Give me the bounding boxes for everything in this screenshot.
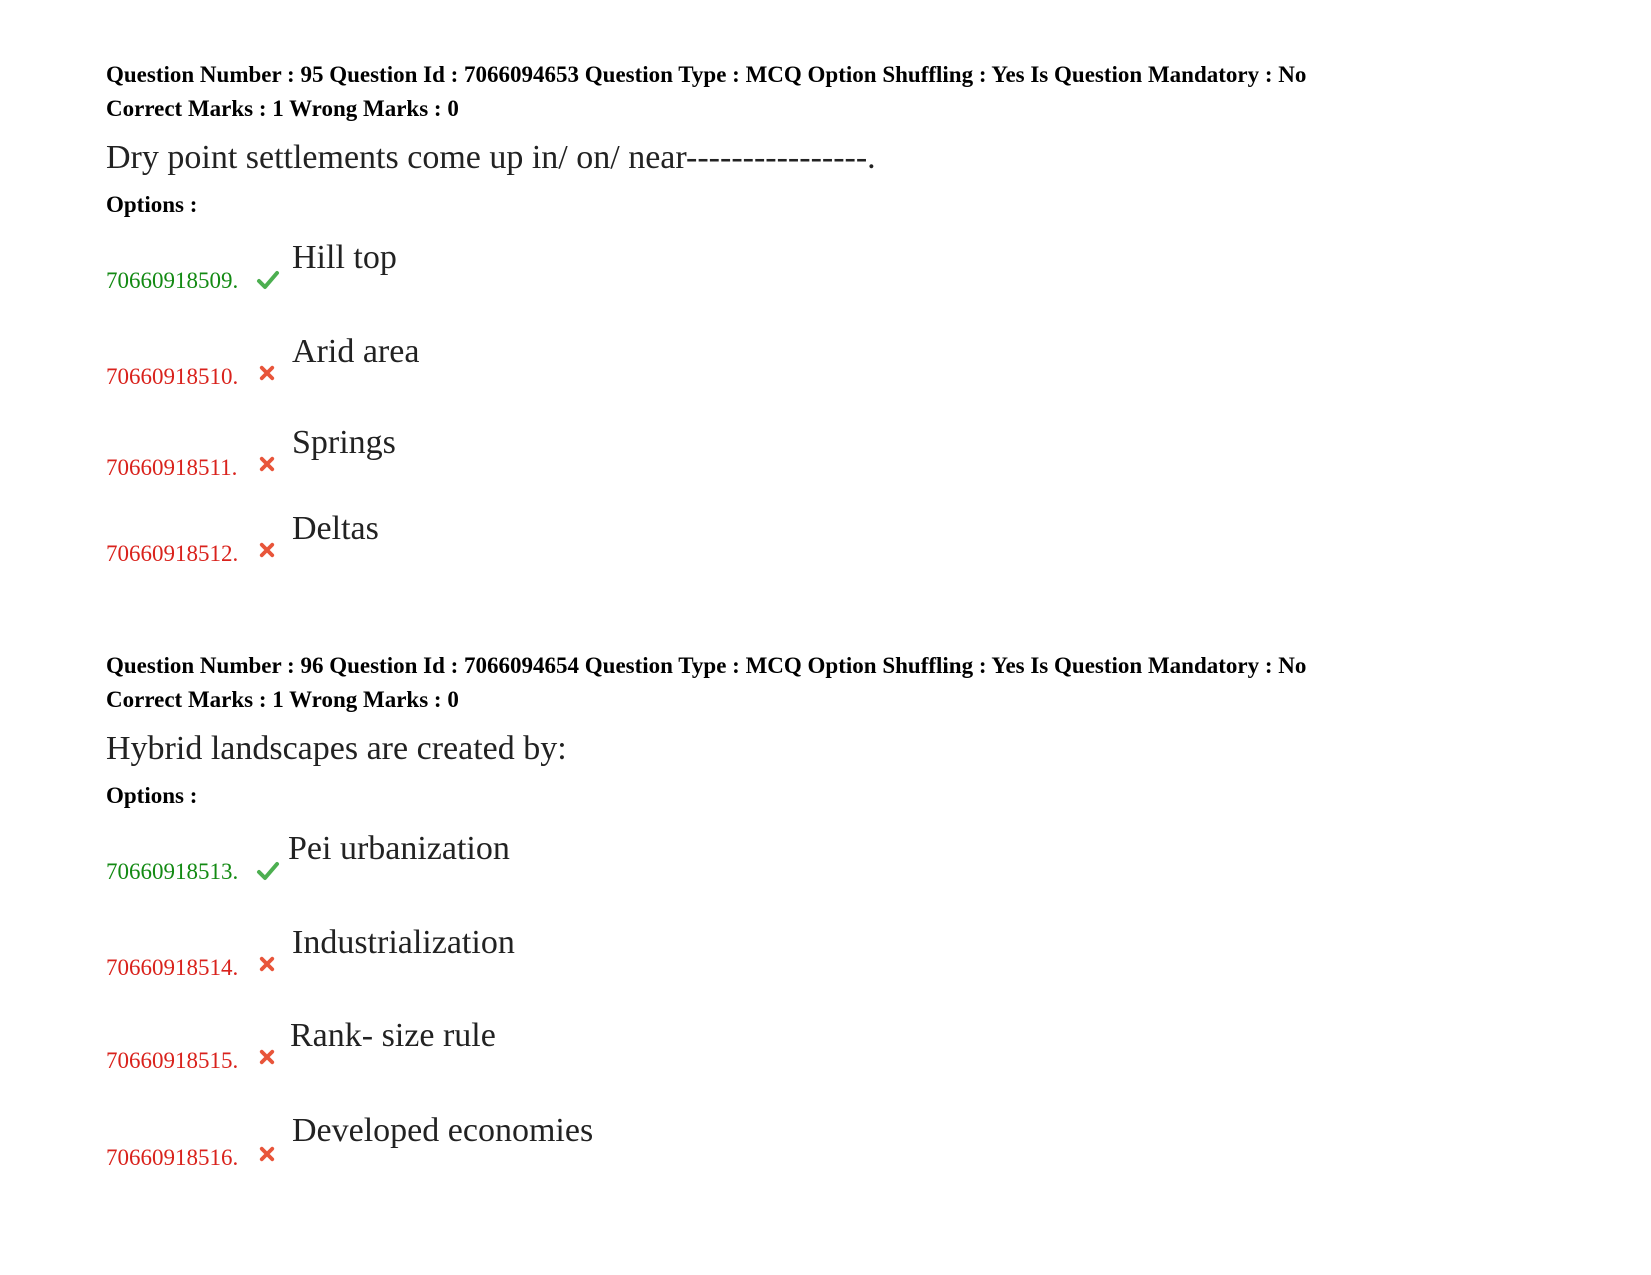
option-item	[106, 924, 806, 981]
option-item	[106, 1112, 806, 1171]
cross-icon	[258, 1145, 276, 1163]
checkmark-icon	[256, 859, 280, 883]
option-item	[106, 424, 706, 481]
cross-icon	[258, 955, 276, 973]
marks-meta-line: Correct Marks : 1 Wrong Marks : 0	[106, 687, 459, 712]
option-id: 70660918511.	[106, 455, 238, 480]
option-id: 70660918510.	[106, 364, 239, 389]
option-text: Deltas	[292, 510, 379, 547]
marks-meta-line: Correct Marks : 1 Wrong Marks : 0	[106, 96, 459, 121]
option-id: 70660918512.	[106, 541, 239, 566]
option-text: Hill top	[292, 239, 397, 276]
option-text: Springs	[292, 424, 396, 461]
option-item	[106, 1017, 806, 1074]
cross-icon	[258, 1048, 276, 1066]
option-text: Industrialization	[292, 924, 515, 961]
checkmark-icon	[256, 268, 280, 292]
option-id: 70660918516.	[106, 1145, 239, 1170]
question-text: Dry point settlements come up in/ on/ near----------------.	[106, 139, 876, 176]
option-id: 70660918514.	[106, 955, 239, 980]
cross-icon	[258, 541, 276, 559]
question-block-96	[106, 649, 1586, 811]
option-text: Arid area	[292, 333, 420, 370]
options-label: Options :	[106, 192, 198, 217]
option-id: 70660918509.	[106, 268, 239, 293]
option-item	[106, 510, 706, 567]
option-id: 70660918515.	[106, 1048, 239, 1073]
cross-icon	[258, 455, 276, 473]
option-item	[106, 239, 706, 294]
option-id: 70660918513.	[106, 859, 239, 884]
question-block-95	[106, 58, 1586, 220]
options-label: Options :	[106, 783, 198, 808]
question-meta-line: Question Number : 96 Question Id : 7066094654 Question Type : MCQ Option Shuffling : Yes Is Question Mandatory : No	[106, 653, 1307, 678]
cross-icon	[258, 364, 276, 382]
option-item	[106, 333, 706, 390]
option-text: Pei urbanization	[288, 830, 510, 867]
question-meta-line: Question Number : 95 Question Id : 7066094653 Question Type : MCQ Option Shuffling : Yes Is Question Mandatory : No	[106, 62, 1307, 87]
option-text: Rank- size rule	[290, 1017, 496, 1054]
question-text: Hybrid landscapes are created by:	[106, 730, 567, 767]
option-item	[106, 830, 806, 885]
option-text: Developed economies	[292, 1112, 594, 1149]
